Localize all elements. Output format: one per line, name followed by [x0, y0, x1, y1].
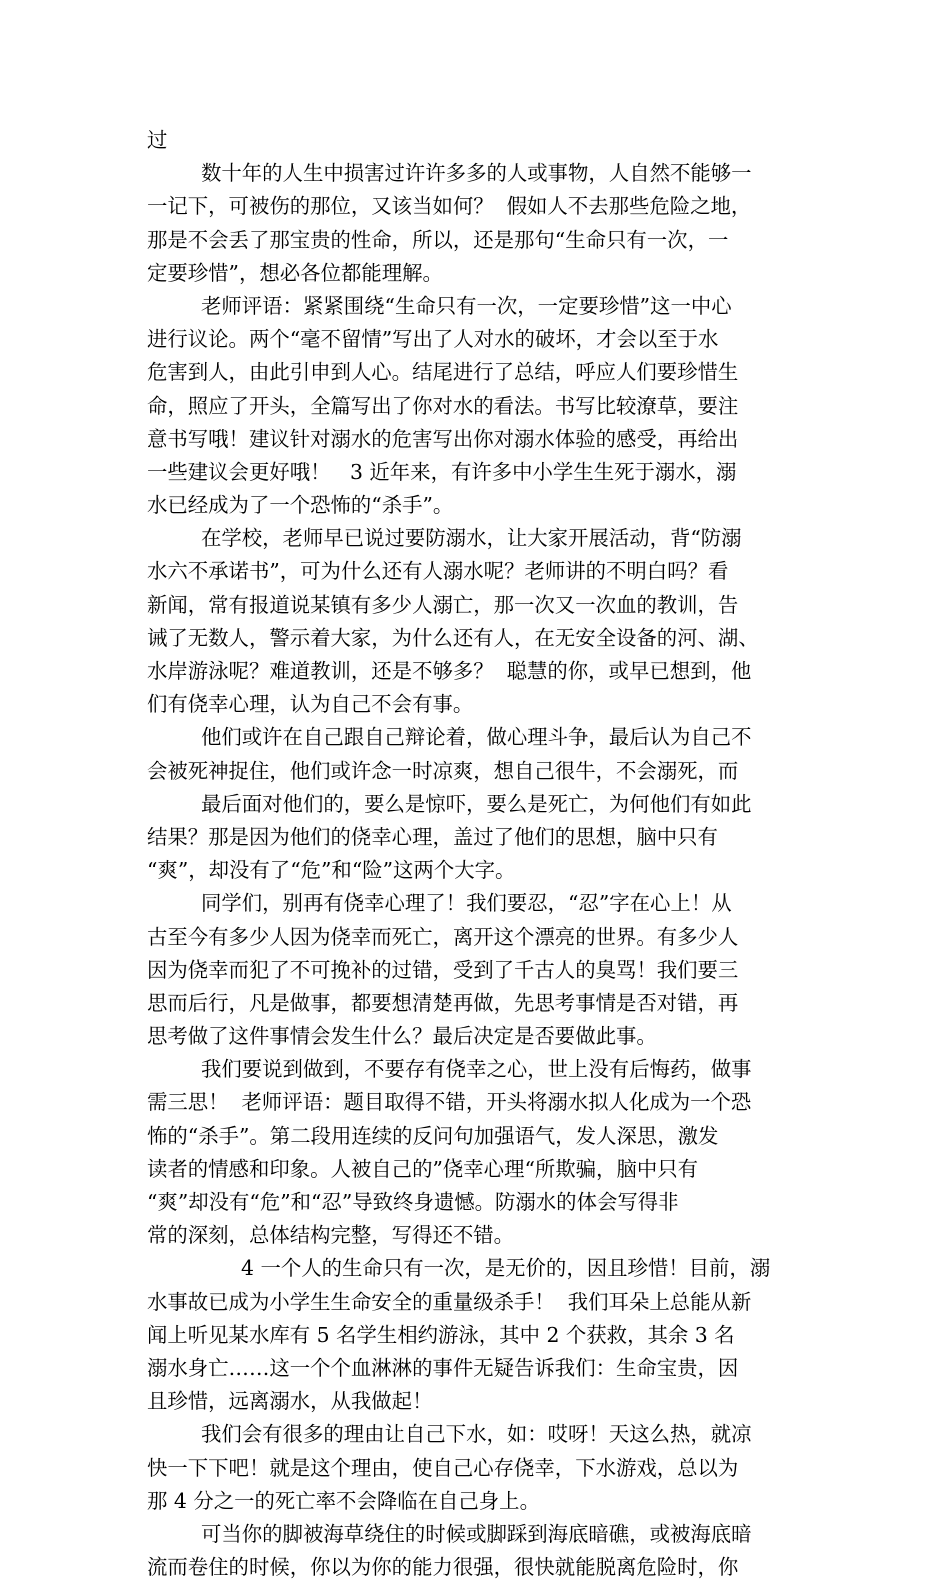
text-line: 那是不会丢了那宝贵的性命，所以，还是那句“生命只有一次，一: [147, 227, 729, 252]
text-line: 意书写哦！建议针对溺水的危害写出你对溺水体验的感受，再给出: [147, 426, 739, 451]
text-line: 那 4 分之一的死亡率不会降临在自己身上。: [147, 1488, 540, 1513]
text-line: 老师评语：紧紧围绕“生命只有一次，一定要珍惜”这一中心: [201, 293, 732, 318]
text-line: 读者的情感和印象。人被自己的”侥幸心理“所欺骗，脑中只有: [147, 1156, 699, 1181]
text-line: 一些建议会更好哦！ 3 近年来，有许多中小学生生死于溺水，溺: [147, 459, 737, 484]
text-line: 结果？那是因为他们的侥幸心理，盖过了他们的思想，脑中只有: [147, 824, 718, 849]
text-line: 命，照应了开头，全篇写出了你对水的看法。书写比较潦草，要注: [147, 393, 739, 418]
text-line: 因为侥幸而犯了不可挽补的过错，受到了千古人的臭骂！我们要三: [147, 957, 739, 982]
text-line: 古至今有多少人因为侥幸而死亡，离开这个漂亮的世界。有多少人: [147, 924, 739, 949]
text-line: 闻上听见某水库有 5 名学生相约游泳，其中 2 个获救，其余 3 名: [147, 1322, 735, 1347]
text-line: 常的深刻，总体结构完整，写得还不错。: [147, 1223, 515, 1248]
text-line: 他们或许在自己跟自己辩论着，做心理斗争，最后认为自己不: [201, 725, 752, 750]
text-line: 水已经成为了一个恐怖的“杀手”。: [147, 493, 454, 518]
text-line: 水六不承诺书”，可为什么还有人溺水呢？老师讲的不明白吗？看: [147, 559, 729, 584]
text-line: “爽”却没有“危”和“忍”导致终身遗憾。防溺水的体会写得非: [147, 1190, 679, 1214]
text-line: 可当你的脚被海草绕住的时候或脚踩到海底暗礁，或被海底暗: [201, 1521, 752, 1546]
text-line: 水事故已成为小学生生命安全的重量级杀手！ 我们耳朵上总能从新: [147, 1289, 752, 1314]
text-line: 4 一个人的生命只有一次，是无价的，因且珍惜！目前，溺: [241, 1256, 771, 1281]
text-line: 怖的“杀手”。第二段用连续的反问句加强语气，发人深思，激发: [147, 1123, 719, 1148]
text-line: 需三思！ 老师评语：题目取得不错，开头将溺水拟人化成为一个恐: [147, 1090, 752, 1115]
text-line: 一记下，可被伤的那位，又该当如何？ 假如人不去那些危险之地，: [147, 194, 752, 219]
text-line: 最后面对他们的，要么是惊吓，要么是死亡，为何他们有如此: [201, 791, 752, 816]
text-line: “爽”，却没有了“危”和“险”这两个大字。: [147, 858, 516, 883]
text-line: 思而后行，凡是做事，都要想清楚再做，先思考事情是否对错，再: [147, 990, 739, 1015]
text-line: 我们会有很多的理由让自己下水，如：哎呀！天这么热，就凉: [201, 1422, 752, 1447]
text-line: 进行议论。两个“毫不留情”写出了人对水的破坏，才会以至于水: [147, 327, 719, 352]
text-line: 我们要说到做到，不要存有侥幸之心，世上没有后悔药，做事: [201, 1057, 752, 1082]
text-line: 在学校，老师早已说过要防溺水，让大家开展活动，背“防溺: [201, 526, 742, 551]
document-page: [147, 124, 822, 1584]
text-line: 诫了无数人，警示着大家，为什么还有人，在无安全设备的河、湖、: [147, 625, 759, 650]
text-line: 水岸游泳呢？难道教训，还是不够多？ 聪慧的你，或早已想到，他: [147, 659, 752, 683]
text-line: 快一下下吧！就是这个理由，使自己心存侥幸，下水游戏，总以为: [147, 1455, 739, 1480]
text-line: 数十年的人生中损害过许许多多的人或事物，人自然不能够一: [201, 161, 752, 186]
text-line: 危害到人，由此引申到人心。结尾进行了总结，呼应人们要珍惜生: [147, 360, 739, 385]
text-line: 思考做了这件事情会发生什么？最后决定是否要做此事。: [147, 1024, 657, 1049]
text-line: 过: [147, 128, 168, 152]
text-line: 们有侥幸心理，认为自己不会有事。: [147, 692, 474, 717]
text-line: 且珍惜，远离溺水，从我做起！: [147, 1389, 433, 1414]
text-line: 定要珍惜”，想必各位都能理解。: [147, 260, 443, 285]
text-line: 同学们，别再有侥幸心理了！我们要忍，“忍”字在心上！从: [201, 891, 732, 916]
text-line: 新闻，常有报道说某镇有多少人溺亡，那一次又一次血的教训，告: [147, 592, 739, 617]
text-line: 流而卷住的时候，你以为你的能力很强，很快就能脱离危险时，你: [147, 1555, 739, 1580]
text-line: 溺水身亡……这一个个血淋淋的事件无疑告诉我们：生命宝贵，因: [147, 1355, 739, 1380]
text-line: 会被死神捉住，他们或许念一时凉爽，想自己很牛，不会溺死，而: [147, 758, 739, 783]
